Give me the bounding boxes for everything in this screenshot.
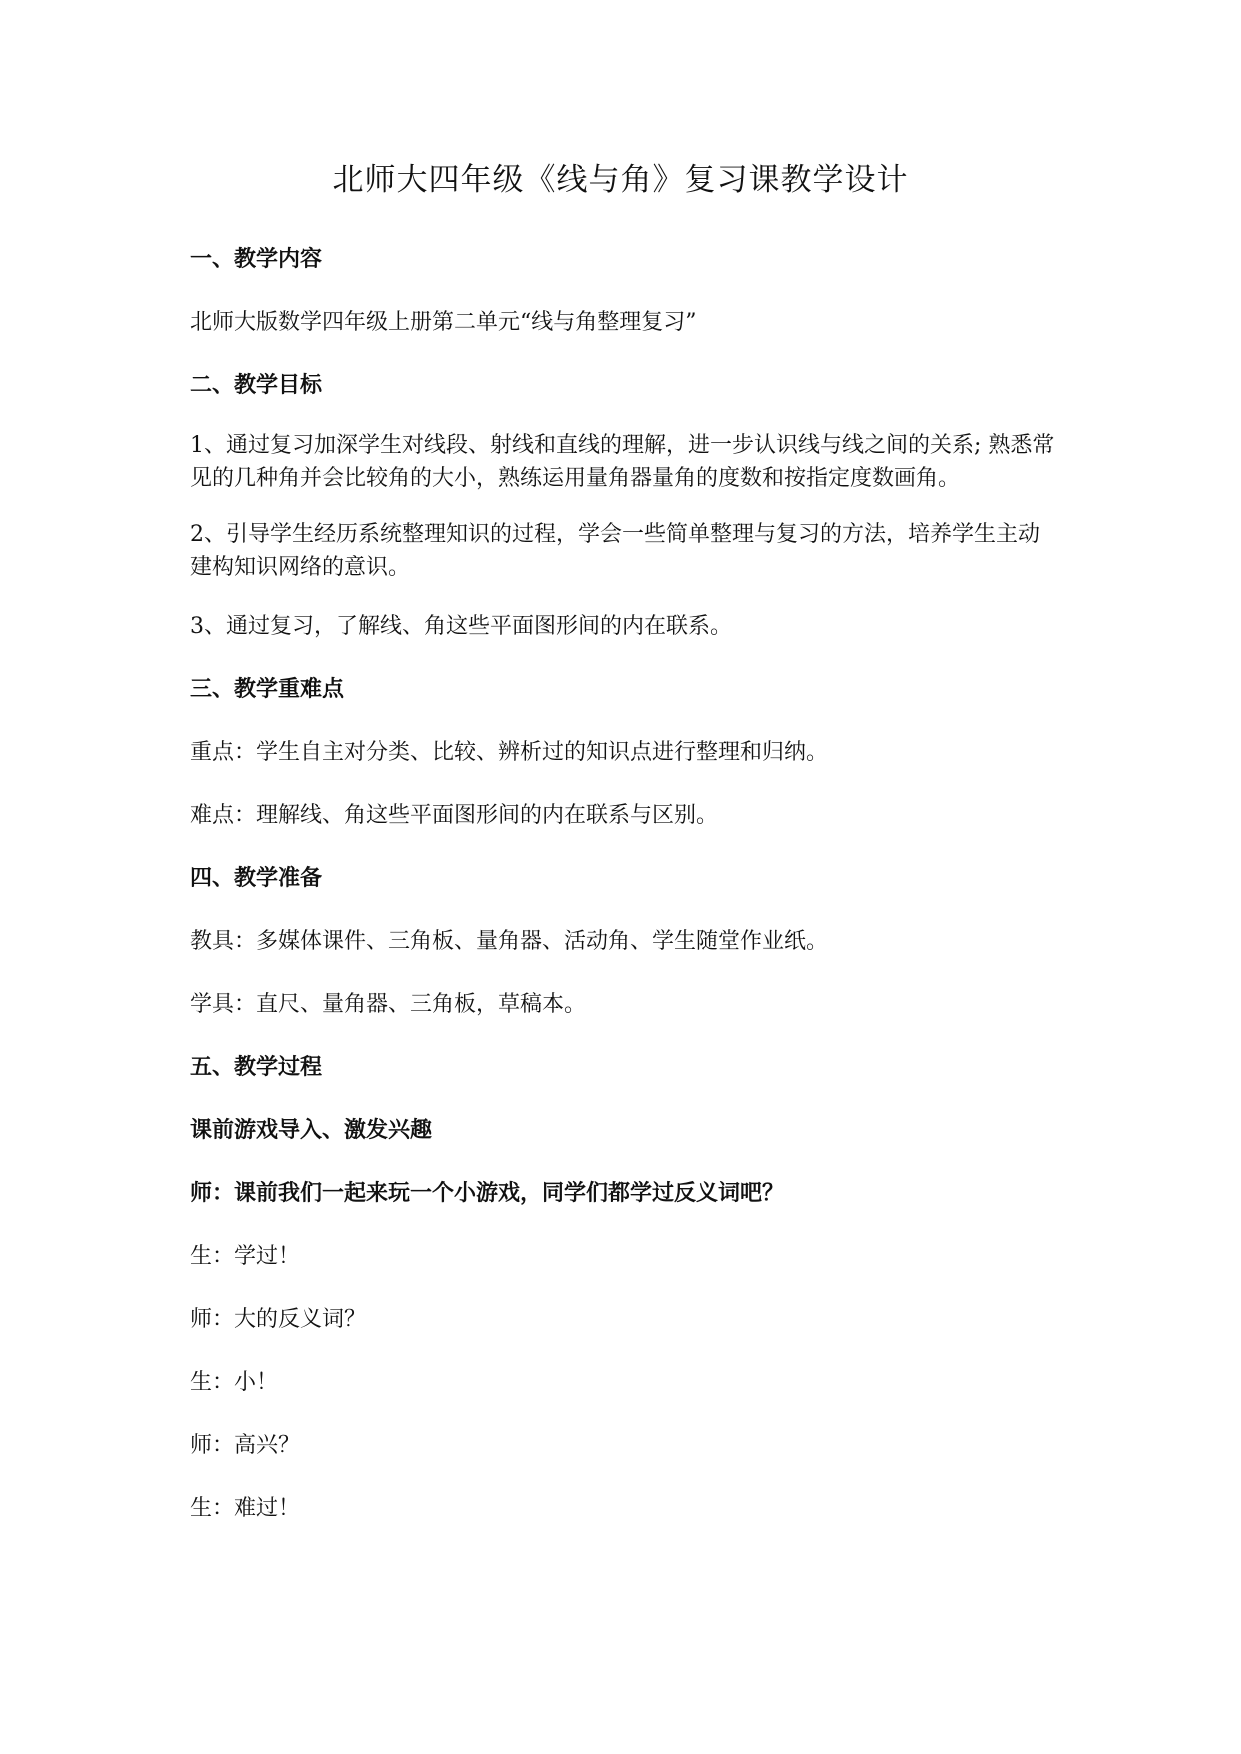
goal-2: 2、引导学生经历系统整理知识的过程，学会一些简单整理与复习的方法，培养学生主动建构知识网络的意识。 [190,522,1040,580]
dialogue-line: 师：高兴？ [190,1433,301,1458]
dialogue-line: 生：学过！ [190,1244,301,1269]
dialogue-line: 生：难过！ [190,1496,301,1521]
section-heading-prep: 四、教学准备 [190,866,323,891]
document-body [190,240,1060,1552]
student-tools: 学具：直尺、量角器、三角板，草稿本。 [190,992,587,1017]
key-point: 重点：学生自主对分类、比较、辨析过的知识点进行整理和归纳。 [190,740,829,765]
dialogue-line: 师：大的反义词？ [190,1307,367,1332]
process-subheading: 课前游戏导入、激发兴趣 [190,1118,433,1143]
section-heading-keypoints: 三、教学重难点 [190,677,345,702]
teacher-tools: 教具：多媒体课件、三角板、量角器、活动角、学生随堂作业纸。 [190,929,829,954]
dialogue-line: 生：小！ [190,1370,279,1395]
difficult-point: 难点：理解线、角这些平面图形间的内在联系与区别。 [190,803,719,828]
content-text: 北师大版数学四年级上册第二单元“线与角整理复习” [190,310,697,335]
document-title: 北师大四年级《线与角》复习课教学设计 [332,162,909,198]
section-heading-goals: 二、教学目标 [190,373,323,398]
goal-1: 1、通过复习加深学生对线段、射线和直线的理解，进一步认识线与线之间的关系; 熟悉常见的几种角并会比较角的大小，熟练运用量角器量角的度数和按指定度数画角。 [190,433,1055,491]
section-heading-process: 五、教学过程 [190,1055,323,1080]
goal-3: 3、通过复习，了解线、角这些平面图形间的内在联系。 [190,614,732,639]
teacher-intro-line: 师：课前我们一起来玩一个小游戏，同学们都学过反义词吧？ [190,1181,785,1206]
section-heading-content: 一、教学内容 [190,247,323,272]
